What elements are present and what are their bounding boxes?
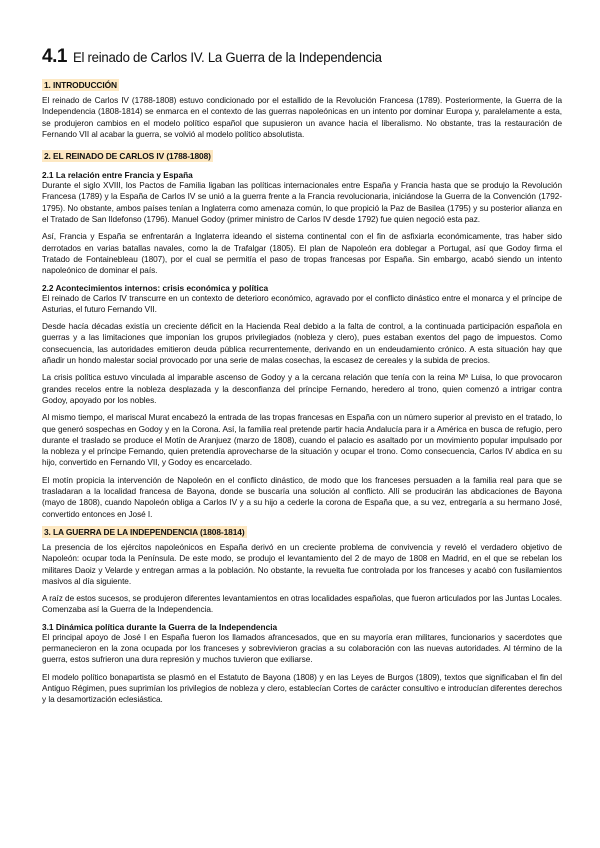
section-heading-introduccion: 1. INTRODUCCIÓN	[44, 80, 117, 90]
title-text: El reinado de Carlos IV. La Guerra de la Independencia	[72, 50, 382, 66]
paragraph-3-1-a: El principal apoyo de José I en España fueron los llamados afrancesados, que en su mayoría eran militares, funcionarios y sacerdotes que permanecieron en la zona ocupada por los franceses y sobrevivieron gracias a su colaboración con las nuevas autoridades. Al término de la guerra, estos sufrieron una dura represión y muchos tuvieron que exiliarse.	[42, 632, 562, 665]
paragraph-intro: El reinado de Carlos IV (1788-1808) estuvo condicionado por el estallido de la Revolución Francesa (1789). Posteriormente, la Guerra de la Independencia (1808-1814) se enmarca en el contexto de las guerras napoleónicas en un intento por dominar Europa y, paralelamente a esta, se produjeron cambios en el modelo político español que supusieron un avance hacia el liberalismo. No obstante, tras la restauración de Fernando VII al acabar la guerra, se volvió al modelo político absolutista.	[42, 96, 562, 139]
paragraph-3-1-b: El modelo político bonapartista se plasmó en el Estatuto de Bayona (1808) y en las Leyes de Burgos (1809), textos que significaban el fin del Antiguo Régimen, pues suprimían los privilegios de nobleza y clero, establecían Cortes de carácter consultivo e introducían diferentes derechos y la desamortización eclesiástica.	[42, 672, 562, 705]
paragraph-2-1-a: Durante el siglo XVIII, los Pactos de Familia ligaban las políticas internacionales entre España y Francia hasta que se produjo la Revolución Francesa (1789) y la España de Carlos IV se unió a la guerra frente a la Francia revolucionaria, iniciándose la Guerra de la Convención (1792-1795). No obstante, ambos países tenían a Inglaterra como amenaza común, lo que propició la Paz de Basilea (1795) y su posterior alianza en el Tratado de San Ildefonso (1796). Manuel Godoy (primer ministro de Carlos IV desde 1792) fue quien negoció esta paz.	[42, 181, 562, 225]
subsection-heading-3-1: 3.1 Dinámica política durante la Guerra de la Independencia	[42, 621, 278, 632]
title-number: 4.1	[42, 46, 67, 67]
subsection-heading-2-1: 2.1 La relación entre Francia y España	[42, 170, 193, 181]
subsection-heading-2-2: 2.2 Acontecimientos internos: crisis económica y política	[42, 282, 269, 293]
paragraph-2-1-b: Así, Francia y España se enfrentarán a Inglaterra ideando el sistema continental con el fin de asfixiarla económicamente, tras haber sido derrotados en varias batallas navales, como la de Trafalgar (1805). El plan de Napoleón era doblegar a Portugal, así que Godoy firma el Tratado de Fontainebleau (1807), por el cual se permitía el paso de tropas francesas por España. Sin embargo, acabó siendo un intento napoleónico de dominar el país.	[42, 232, 562, 276]
page-title	[42, 46, 562, 68]
paragraph-2-2-a: El reinado de Carlos IV transcurre en un contexto de deterioro económico, agravado por el conflicto dinástico entre el monarca y el príncipe de Asturias, el futuro Fernando VII.	[42, 293, 562, 314]
paragraph-2-2-d: Al mismo tiempo, el mariscal Murat encabezó la entrada de las tropas francesas en España con un número superior al previsto en el tratado, lo que generó sospechas en Godoy y en la Corona. Así, la familia real pretende partir hacia Andalucía para ir a América en busca de refugio, pero durante el traslado se produce el Motín de Aranjuez (marzo de 1808), cuando el palacio es asaltado por un movimiento popular impulsado por la nobleza y el príncipe Fernando, quien pretendía aprovecharse de la situación y ocupar el trono. Como consecuencia, Carlos IV abdica en su hijo, convertido en Fernando VII, y Godoy es encarcelado.	[42, 413, 562, 468]
paragraph-2-2-b: Desde hacía décadas existía un creciente déficit en la Hacienda Real debido a la falta de control, a la continuada participación española en guerras y a las limitaciones que imponían los grupos privilegiados (nobleza y clero), pues estaban exentos del pago de impuestos. Como consecuencia, las autoridades emitieron deuda pública recurrentemente, derivando en un endeudamiento crónico. A esta situación hay que añadir un hondo malestar social provocado por una serie de malas cosechas, la escasez de cereales y la subida de precios.	[42, 322, 562, 366]
paragraph-3-a: La presencia de los ejércitos napoleónicos en España derivó en un creciente problema de convivencia y reveló el verdadero objetivo de Napoleón: ocupar toda la Península. De este modo, se produjo el levantamiento del 2 de mayo de 1808 en Madrid, en el que se rebelan los militares Daoiz y Velarde y entregan armas a la población. No obstante, la revuelta fue controlada por los franceses y acabó con fusilamientos masivos al día siguiente.	[42, 542, 562, 586]
paragraph-3-b: A raíz de estos sucesos, se produjeron diferentes levantamientos en otras localidades españolas, que fueron articulados por las Juntas Locales. Comenzaba así la Guerra de la Independencia.	[42, 594, 562, 615]
paragraph-2-2-e: El motín propicia la intervención de Napoleón en el conflicto dinástico, de modo que los franceses persuaden a la familia real para que se trasladaran a la localidad francesa de Bayona, donde se buscaría una solución al conflicto. Allí se producirán las abdicaciones de Bayona (mayo de 1808), cuando Napoleón obliga a Carlos IV y a su hijo a cederle la corona de España que, a su vez, entregaría a su hermano José, convertido entonces en José I.	[42, 475, 562, 519]
paragraph-2-2-c: La crisis política estuvo vinculada al imparable ascenso de Godoy y a la cercana relación que tenía con la reina Mª Luisa, lo que provocaron grandes recelos entre la nobleza desplazada y la desconfianza del príncipe Fernando, heredero al trono, quien comenzó a intrigar contra Godoy, apoyado por los nobles.	[42, 373, 562, 405]
section-heading-guerra: 3. LA GUERRA DE LA INDEPENDENCIA (1808-1814)	[44, 526, 245, 537]
document-page	[42, 46, 562, 711]
section-heading-reinado: 2. EL REINADO DE CARLOS IV (1788-1808)	[44, 151, 211, 162]
